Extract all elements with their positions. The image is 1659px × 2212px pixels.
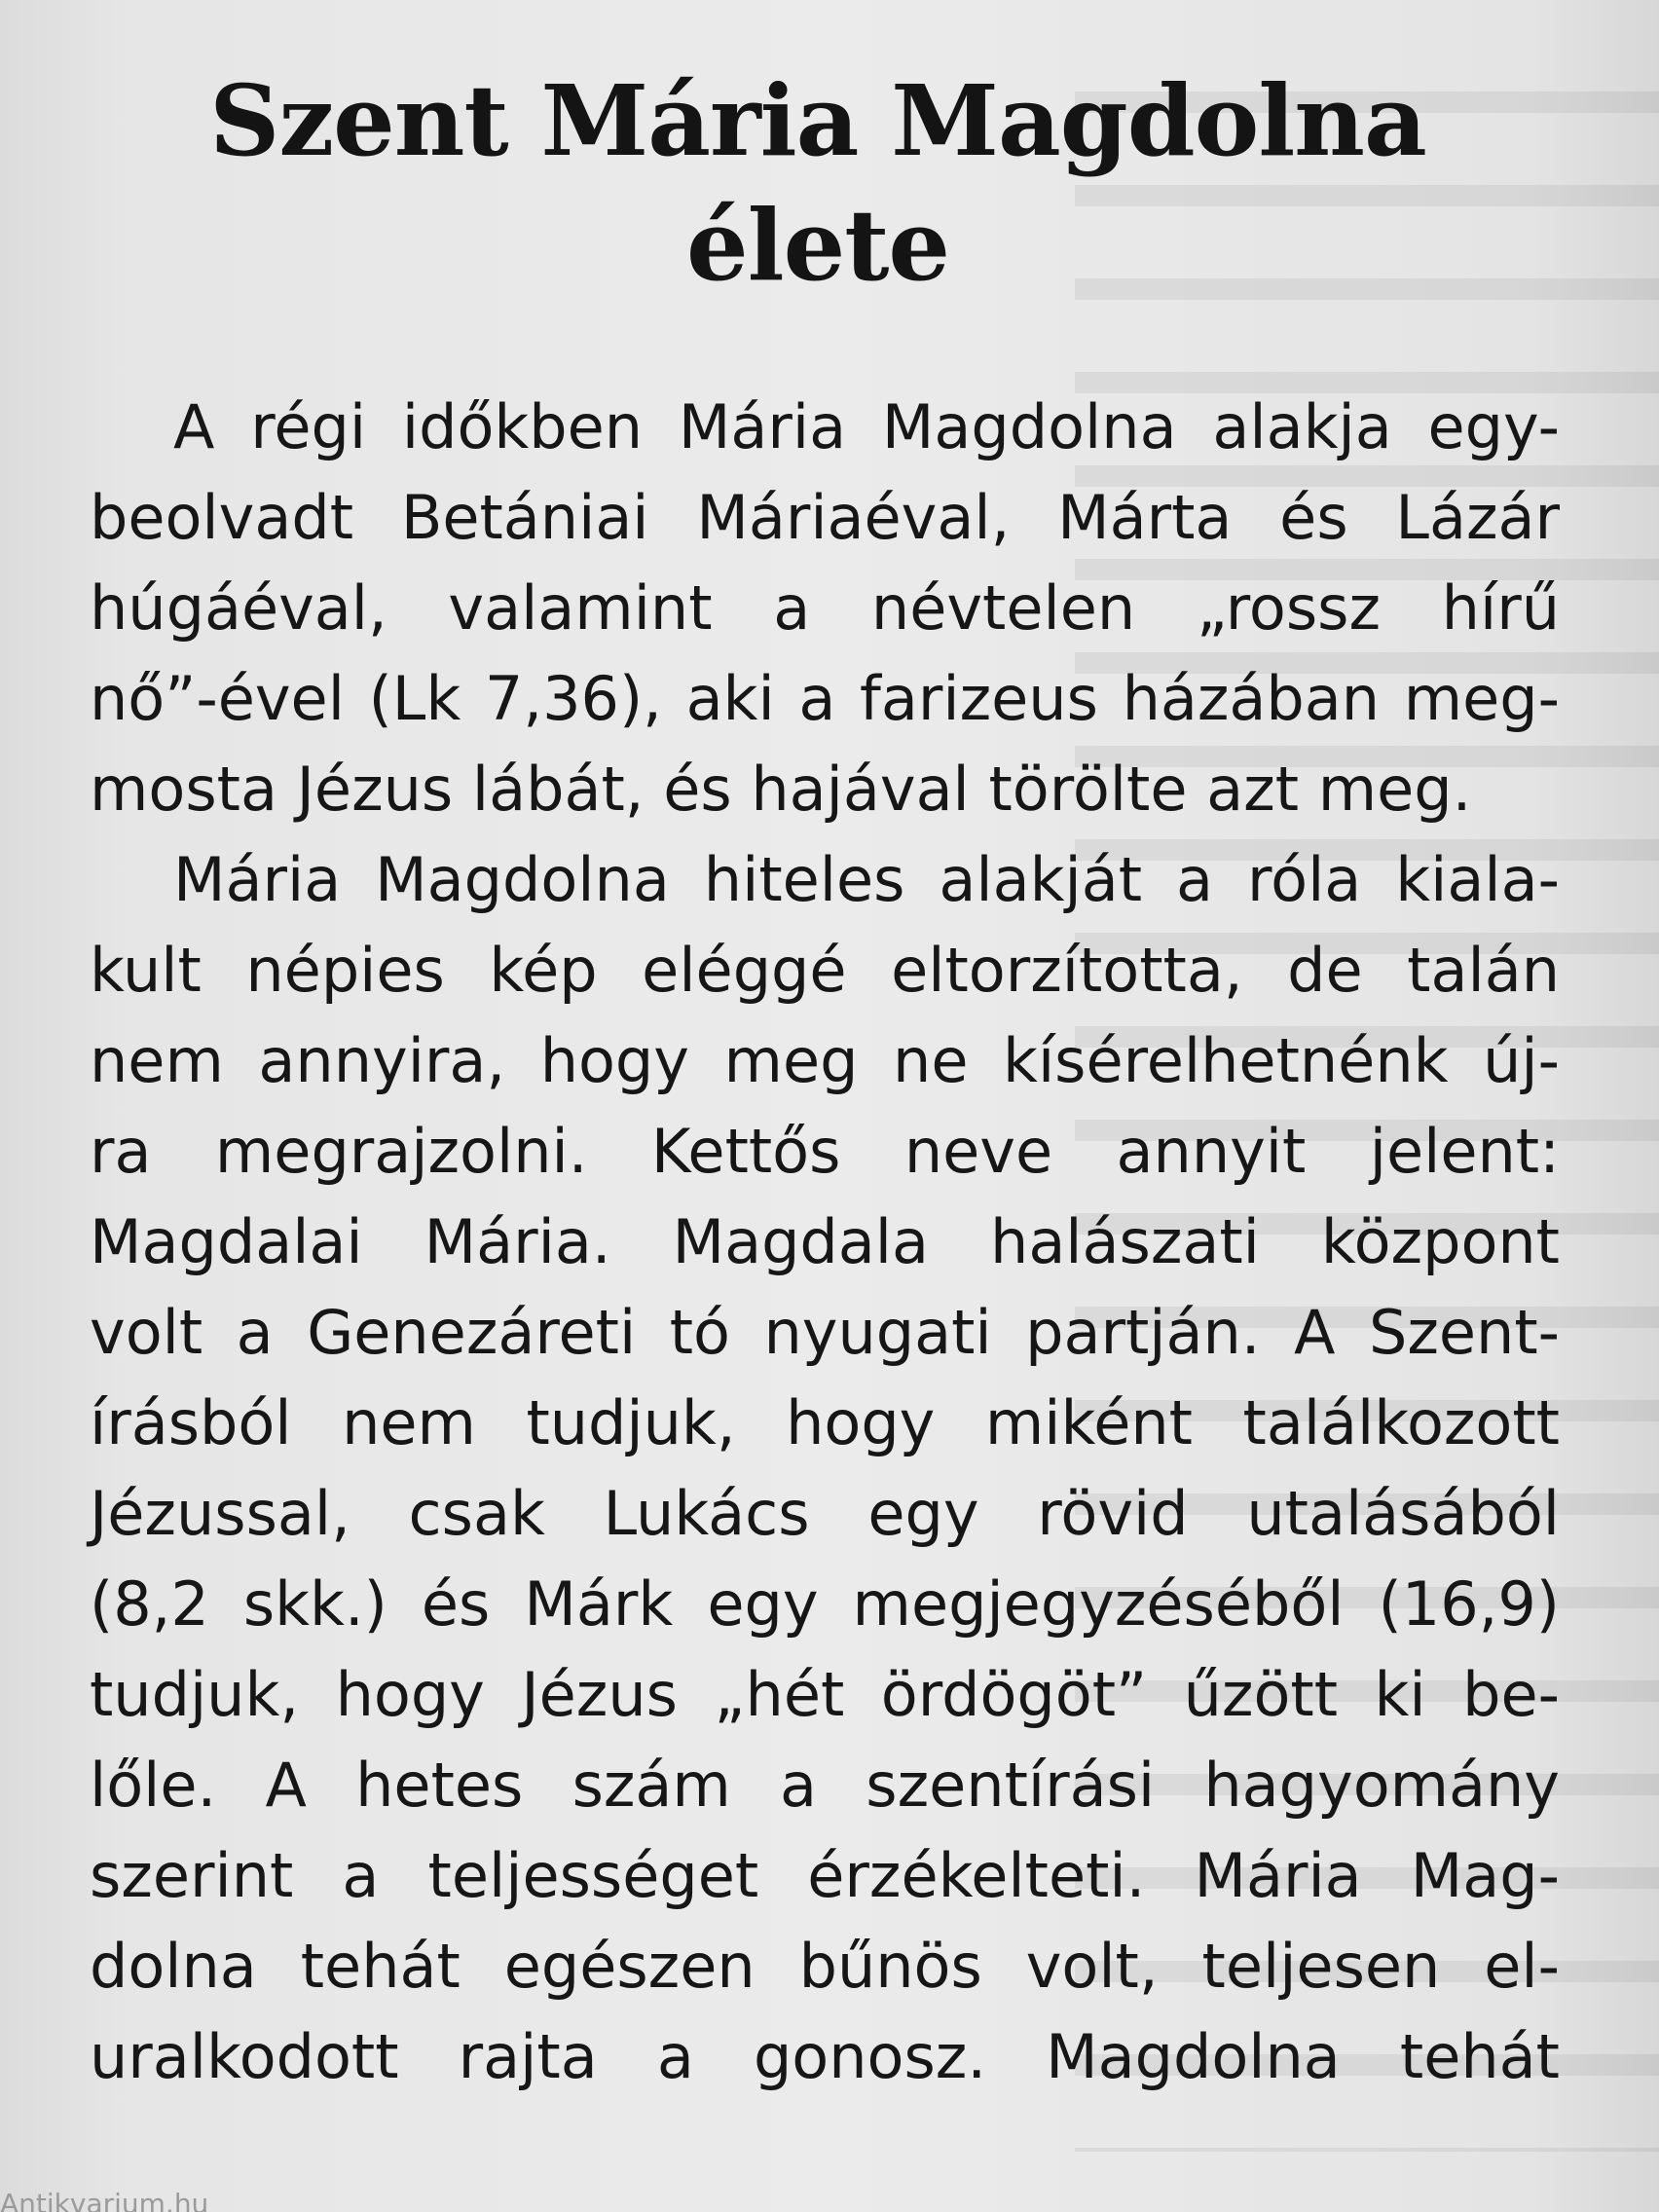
title-line-2: élete: [685, 188, 950, 303]
text-line: nem annyira, hogy meg ne kísérelhetnénk új-: [90, 1025, 1560, 1096]
paragraph-1: [90, 382, 1560, 834]
text-line: mosta Jézus lábát, és hajával törölte azt meg.: [90, 754, 1472, 825]
text-line: nő”-ével (Lk 7,36), aki a farizeus házában meg-: [90, 663, 1560, 734]
text-line: Jézussal, csak Lukács egy rövid utalásából: [90, 1478, 1560, 1549]
title-line-1: Szent Mária Magdolna: [209, 63, 1426, 178]
text-line: beolvadt Betániai Máriaéval, Márta és Lázár: [90, 482, 1560, 553]
text-line: (8,2 skk.) és Márk egy megjegyzéséből (16,9): [90, 1568, 1560, 1640]
text-line: ra megrajzolni. Kettős neve annyit jelent:: [90, 1116, 1560, 1187]
text-line: lőle. A hetes szám a szentírási hagyomány: [90, 1750, 1560, 1821]
text-line: tudjuk, hogy Jézus „hét ördögöt” űzött ki be-: [90, 1659, 1560, 1730]
text-line: dolna tehát egészen bűnös volt, teljesen el-: [90, 1931, 1560, 2002]
text-line: Mária Magdolna hiteles alakját a róla kiala-: [173, 844, 1560, 915]
text-line: írásból nem tudjuk, hogy miként találkozott: [90, 1387, 1560, 1458]
article-title: [78, 58, 1558, 308]
text-line: A régi időkben Mária Magdolna alakja egy-: [173, 391, 1560, 462]
article-body: [90, 382, 1560, 2102]
text-line: húgáéval, valamint a névtelen „rossz hírű: [90, 572, 1560, 644]
text-line: uralkodott rajta a gonosz. Magdolna tehát: [90, 2021, 1560, 2092]
text-line: szerint a teljességet érzékelteti. Mária Mag-: [90, 1840, 1560, 1911]
paragraph-2: [90, 834, 1560, 2102]
text-line: kult népies kép eléggé eltorzította, de talán: [90, 935, 1560, 1006]
text-line: volt a Genezáreti tó nyugati partján. A Szent-: [90, 1297, 1560, 1368]
text-line: Magdalai Mária. Magdala halászati központ: [90, 1206, 1560, 1277]
watermark: Antikvarium.hu: [0, 2188, 209, 2212]
